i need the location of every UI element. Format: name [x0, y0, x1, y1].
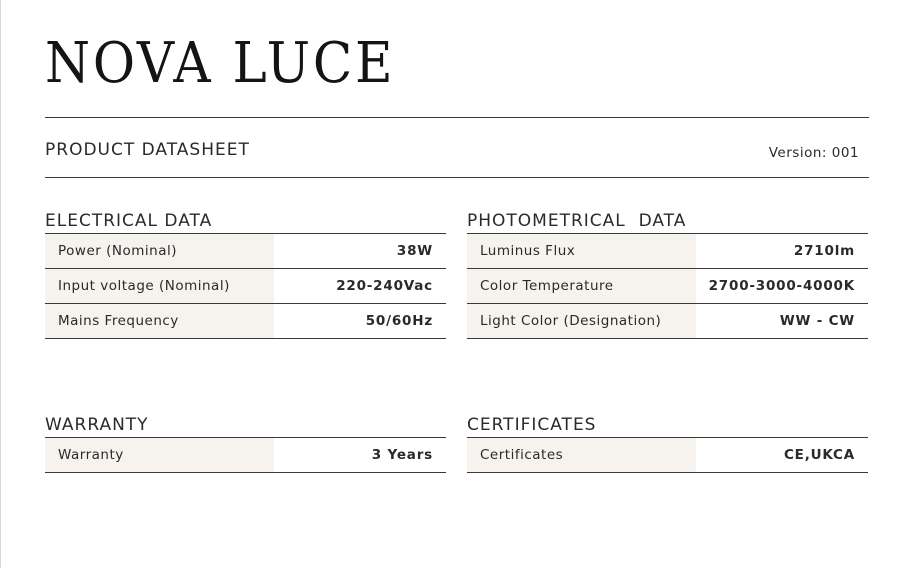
document-version: Version: 001: [768, 145, 859, 161]
row-value: 3 Years: [371, 447, 433, 463]
row-value: CE,UKCA: [783, 447, 855, 463]
table-row: [467, 269, 868, 304]
row-value: 50/60Hz: [365, 313, 433, 329]
document-title: PRODUCT DATASHEET: [45, 140, 250, 160]
row-label: Power (Nominal): [45, 234, 274, 268]
section-title: PHOTOMETRICAL DATA: [467, 209, 868, 234]
table-row: [467, 304, 868, 339]
row-value: WW - CW: [779, 313, 855, 329]
row-label: Warranty: [45, 438, 274, 472]
row-label: Luminus Flux: [467, 234, 696, 268]
photometrical-data-section: [467, 209, 868, 339]
table-row: [45, 438, 446, 473]
section-title: WARRANTY: [45, 413, 446, 438]
table-row: [45, 269, 446, 304]
header-top-divider: [45, 117, 869, 118]
brand-logo: NOVA LUCE: [45, 31, 396, 96]
row-value: 38W: [396, 243, 433, 259]
section-title: CERTIFICATES: [467, 413, 868, 438]
header-bottom-divider: [45, 177, 869, 178]
certificates-section: [467, 413, 868, 473]
row-label: Light Color (Designation): [467, 304, 696, 338]
row-label: Mains Frequency: [45, 304, 274, 338]
row-value: 2700-3000-4000K: [708, 278, 855, 294]
row-value: 2710lm: [793, 243, 855, 259]
electrical-data-section: [45, 209, 446, 339]
row-label: Color Temperature: [467, 269, 696, 303]
table-row: [45, 304, 446, 339]
table-row: [467, 438, 868, 473]
table-row: [45, 234, 446, 269]
row-label: Input voltage (Nominal): [45, 269, 274, 303]
row-value: 220-240Vac: [336, 278, 433, 294]
row-label: Certificates: [467, 438, 696, 472]
table-row: [467, 234, 868, 269]
warranty-section: [45, 413, 446, 473]
section-title: ELECTRICAL DATA: [45, 209, 446, 234]
